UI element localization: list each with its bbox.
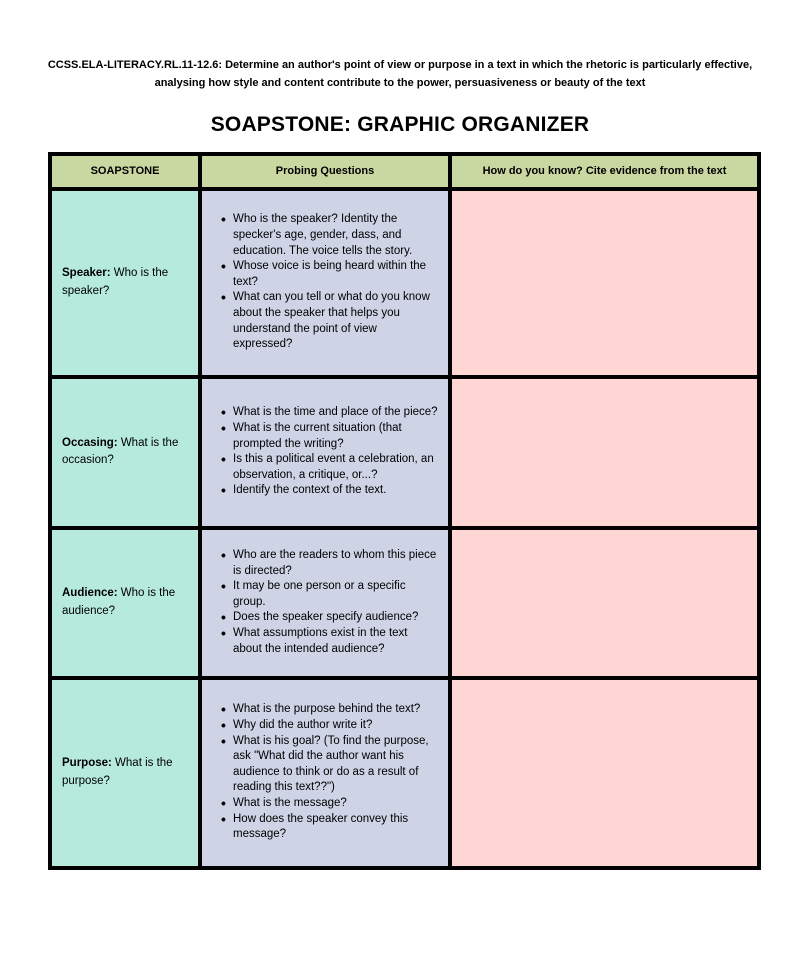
- page-title: SOAPSTONE: GRAPHIC ORGANIZER: [210, 112, 590, 136]
- probing-question-item: • What is his goal? (To find the purpose, ask "What did the author want his audience to think or do as a result of reading this text??"): [222, 734, 438, 797]
- probing-question-item: • What is the current situation (that prompted the writing?: [222, 421, 438, 452]
- probing-question-item: • It may be one person or a specific group.: [222, 579, 438, 610]
- probing-question-item: • What is the purpose behind the text?: [222, 702, 438, 718]
- evidence-cell-occasion: [450, 377, 759, 528]
- probing-questions-list: [210, 212, 442, 353]
- table-row-occasion: [50, 377, 759, 528]
- column-header-soapstone: SOAPSTONE: [50, 154, 200, 189]
- table-row-speaker: [50, 189, 759, 377]
- term-question: Who is the speaker?: [62, 267, 169, 297]
- probing-question-item: • Why did the author write it?: [222, 718, 438, 734]
- probing-question-item: • What is the time and place of the piece?: [222, 405, 438, 421]
- term-question: What is the occasion?: [62, 436, 179, 467]
- probing-questions-cell-purpose: [200, 678, 450, 868]
- term-label: Occasing:: [62, 436, 118, 449]
- probing-question-item: • What is the message?: [222, 796, 438, 812]
- table-header-row: [50, 154, 759, 189]
- soapstone-table: [48, 152, 761, 870]
- probing-question-item: • Does the speaker specify audience?: [222, 610, 438, 626]
- term-label: Purpose:: [62, 757, 112, 770]
- table-row-audience: [50, 528, 759, 678]
- column-header-probing-questions: Probing Questions: [200, 154, 450, 189]
- probing-question-item: • What can you tell or what do you know about the speaker that helps you understand the point of view expressed?: [222, 290, 438, 353]
- probing-question-item: • Who is the speaker? Identity the specker's age, gender, dass, and education. The voice tells the story.: [222, 212, 438, 259]
- probing-question-item: • Identify the context of the text.: [222, 483, 438, 499]
- probing-question-item: • Whose voice is being heard within the text?: [222, 259, 438, 290]
- probing-question-item: • What assumptions exist in the text about the intended audience?: [222, 626, 438, 657]
- term-question: Who is the audience?: [62, 587, 176, 617]
- term-cell-speaker: [50, 189, 200, 377]
- term-cell-audience: [50, 528, 200, 678]
- term-cell-purpose: [50, 678, 200, 868]
- evidence-cell-purpose: [450, 678, 759, 868]
- ccss-standard-text: CCSS.ELA-LITERACY.RL.11-12.6: Determine an author's point of view or purpose in a text in which the rhetoric is particularly effective, analysing how style and content contribute to the power, persuasiveness or beauty of the text: [47, 59, 753, 89]
- evidence-cell-audience: [450, 528, 759, 678]
- evidence-cell-speaker: [450, 189, 759, 377]
- worksheet-page: [0, 57, 800, 870]
- term-question: What is the purpose?: [62, 757, 173, 787]
- term-cell-occasion: [50, 377, 200, 528]
- probing-question-item: • Who are the readers to whom this piece is directed?: [222, 548, 438, 579]
- term-label: Speaker:: [62, 267, 111, 280]
- probing-question-item: • Is this a political event a celebration, an observation, a critique, or...?: [222, 452, 438, 483]
- column-header-evidence: How do you know? Cite evidence from the text: [450, 154, 759, 189]
- probing-questions-list: [210, 548, 442, 657]
- probing-questions-list: [210, 702, 442, 843]
- table-row-purpose: [50, 678, 759, 868]
- probing-questions-list: [210, 405, 442, 499]
- term-label: Audience:: [62, 587, 118, 600]
- probing-questions-cell-speaker: [200, 189, 450, 377]
- probing-questions-cell-occasion: [200, 377, 450, 528]
- probing-question-item: • How does the speaker convey this message?: [222, 812, 438, 843]
- probing-questions-cell-audience: [200, 528, 450, 678]
